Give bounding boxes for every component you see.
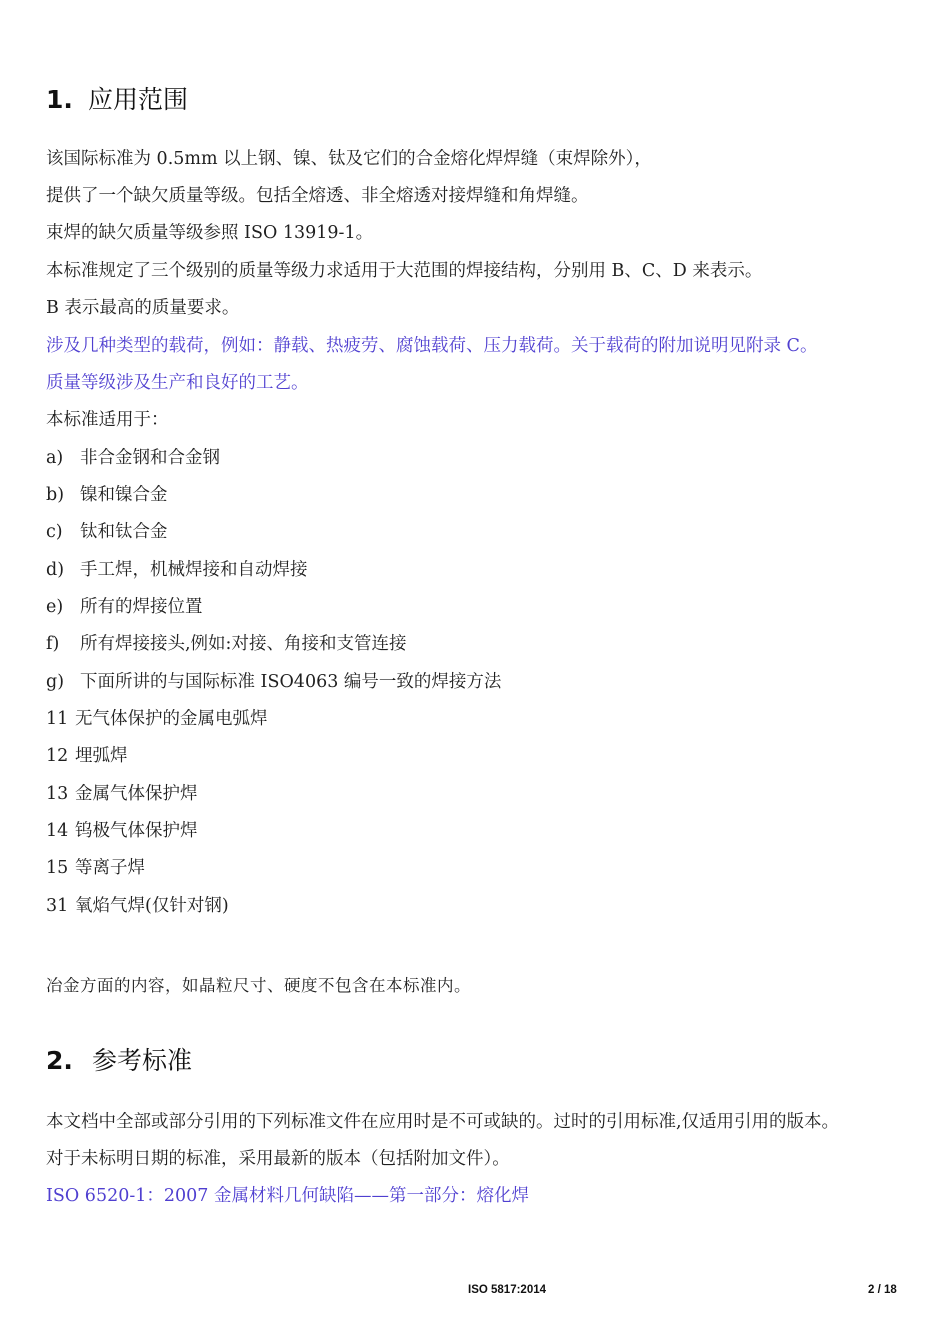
list-label: d) (46, 560, 65, 580)
paragraph: 该国际标准为 0.5mm 以上钢、镍、钛及它们的合金熔化焊焊缝（束焊除外）， (46, 149, 652, 169)
process-code: 11 (46, 709, 69, 729)
list-text: 所有焊接接头,例如:对接、角接和支管连接 (80, 634, 407, 654)
process-text: 钨极气体保护焊 (75, 821, 198, 841)
paragraph: 本文档中全部或部分引用的下列标准文件在应用时是不可或缺的。过时的引用标准,仅适用引用的版本。 (46, 1112, 840, 1132)
section-2-title: 参考标准 (92, 1046, 193, 1075)
section-1-number: 1. (46, 85, 73, 114)
scope-note: 冶金方面的内容，如晶粒尺寸、硬度不包含在本标准内。 (46, 976, 471, 995)
paragraph: B 表示最高的质量要求。 (46, 298, 240, 318)
paragraph: 对于未标明日期的标准，采用最新的版本（包括附加文件）。 (46, 1149, 510, 1169)
section-2-heading (46, 1041, 192, 1077)
process-item (46, 820, 198, 842)
process-code: 12 (46, 746, 69, 766)
list-item (46, 671, 501, 693)
reference-link[interactable]: ISO 6520-1：2007 金属材料几何缺陷——第一部分：熔化焊 (46, 1186, 529, 1206)
process-item (46, 745, 128, 767)
list-text: 钛和钛合金 (80, 522, 168, 542)
list-label: e) (46, 597, 64, 617)
process-text: 埋弧焊 (75, 746, 128, 766)
section-1-heading (46, 80, 188, 116)
list-text: 所有的焊接位置 (80, 597, 203, 617)
paragraph: 束焊的缺欠质量等级参照 ISO 13919-1。 (46, 223, 374, 243)
paragraph: 本标准规定了三个级别的质量等级力求适用于大范围的焊接结构，分别用 B、C、D 来表示。 (46, 261, 763, 281)
list-text: 手工焊，机械焊接和自动焊接 (80, 560, 308, 580)
list-label: a) (46, 448, 64, 468)
list-label: f) (46, 634, 60, 654)
list-item (46, 559, 308, 581)
list-item (46, 521, 168, 543)
list-label: c) (46, 522, 63, 542)
list-label: b) (46, 485, 65, 505)
applies-intro: 本标准适用于： (46, 410, 169, 430)
list-item (46, 484, 168, 506)
process-item (46, 783, 198, 805)
process-code: 13 (46, 784, 69, 804)
list-item (46, 447, 220, 469)
list-item (46, 633, 406, 655)
footer-standard: ISO 5817:2014 (468, 1284, 547, 1296)
process-text: 金属气体保护焊 (75, 784, 198, 804)
process-code: 14 (46, 821, 69, 841)
list-label: g) (46, 672, 65, 692)
highlighted-paragraph: 质量等级涉及生产和良好的工艺。 (46, 373, 309, 393)
section-2-number: 2. (46, 1046, 73, 1075)
process-text: 等离子焊 (75, 858, 145, 878)
list-text: 下面所讲的与国际标准 ISO4063 编号一致的焊接方法 (80, 672, 502, 692)
process-item (46, 857, 145, 879)
section-1-title: 应用范围 (88, 85, 189, 114)
list-item (46, 596, 203, 618)
list-text: 非合金钢和合金钢 (80, 448, 220, 468)
footer-page-number: 2 / 18 (868, 1284, 897, 1296)
paragraph: 提供了一个缺欠质量等级。包括全熔透、非全熔透对接焊缝和角焊缝。 (46, 186, 589, 206)
process-item (46, 895, 229, 917)
process-text: 氧焰气焊(仅针对钢) (75, 896, 229, 916)
process-text: 无气体保护的金属电弧焊 (75, 709, 268, 729)
highlighted-paragraph: 涉及几种类型的载荷，例如：静载、热疲劳、腐蚀载荷、压力载荷。关于载荷的附加说明见附录 C。 (46, 336, 818, 356)
process-code: 15 (46, 858, 69, 878)
process-item (46, 708, 268, 730)
process-code: 31 (46, 896, 69, 916)
list-text: 镍和镍合金 (80, 485, 168, 505)
